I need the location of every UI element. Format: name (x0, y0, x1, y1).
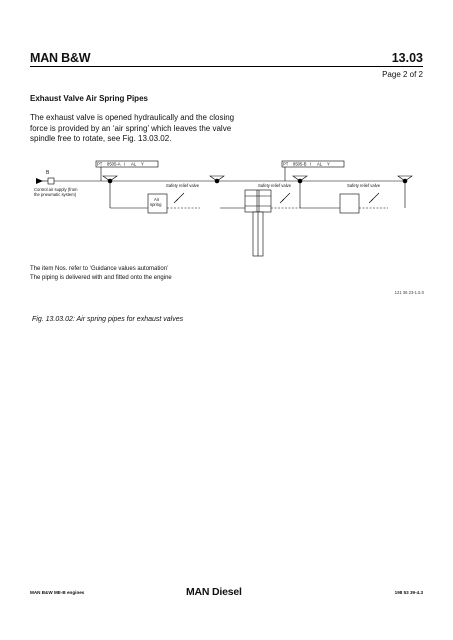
pt-b-tag: PT (283, 161, 289, 167)
footer-brand: MAN Diesel (186, 586, 242, 598)
air-spring-label-line1: Air (154, 197, 160, 202)
air-spring-pipe-diagram (0, 0, 453, 300)
pt-a-number: 8505-A (107, 161, 121, 167)
supply-label-line2: the pneumatic system) (34, 192, 77, 197)
brand-header: MAN B&W (30, 51, 91, 65)
section-number: 13.03 (391, 51, 423, 65)
supply-label-line1: Control air supply (from (34, 187, 78, 192)
air-spring-label-line2: spring (150, 202, 162, 207)
notes (30, 265, 172, 282)
pt-b-y: Y (327, 161, 330, 167)
intro-paragraph: The exhaust valve is opened hydraulically and the closing force is provided by an ‘air spring’ which leaves the valve spindle free to rotate, see Fig. 13.03.02. (30, 113, 235, 144)
pt-b-alarm: AL (317, 161, 323, 167)
pt-a-y: Y (141, 161, 144, 167)
safety-relief-label-3: Safety relief valve (347, 183, 381, 188)
pt-b-number: 8505-B (293, 161, 307, 167)
safety-relief-label-1: Safety relief valve (166, 183, 200, 188)
pt-a-tag: PT (97, 161, 103, 167)
footer-doc-number: 198 53 39-4.3 (394, 590, 423, 595)
section-title: Exhaust Valve Air Spring Pipes (30, 94, 148, 103)
figure-id: 121 36 23-1.5.0 (394, 290, 424, 295)
note-item-numbers: The item Nos. refer to ‘Guidance values automation’ (30, 266, 169, 272)
page-number: Page 2 of 2 (382, 70, 423, 79)
pt-a-indicate: I (124, 161, 126, 167)
note-piping-delivery: The piping is delivered with and fitted onto the engine (30, 274, 172, 281)
pt-b-indicate: I (310, 161, 312, 167)
port-label: B (46, 170, 50, 176)
pt-a-alarm: AL (131, 161, 137, 167)
safety-relief-label-2: Safety relief valve (258, 183, 292, 188)
figure-caption: Fig. 13.03.02: Air spring pipes for exhaust valves (32, 316, 184, 323)
footer-engine-type: MAN B&W ME-B engines (30, 590, 85, 595)
